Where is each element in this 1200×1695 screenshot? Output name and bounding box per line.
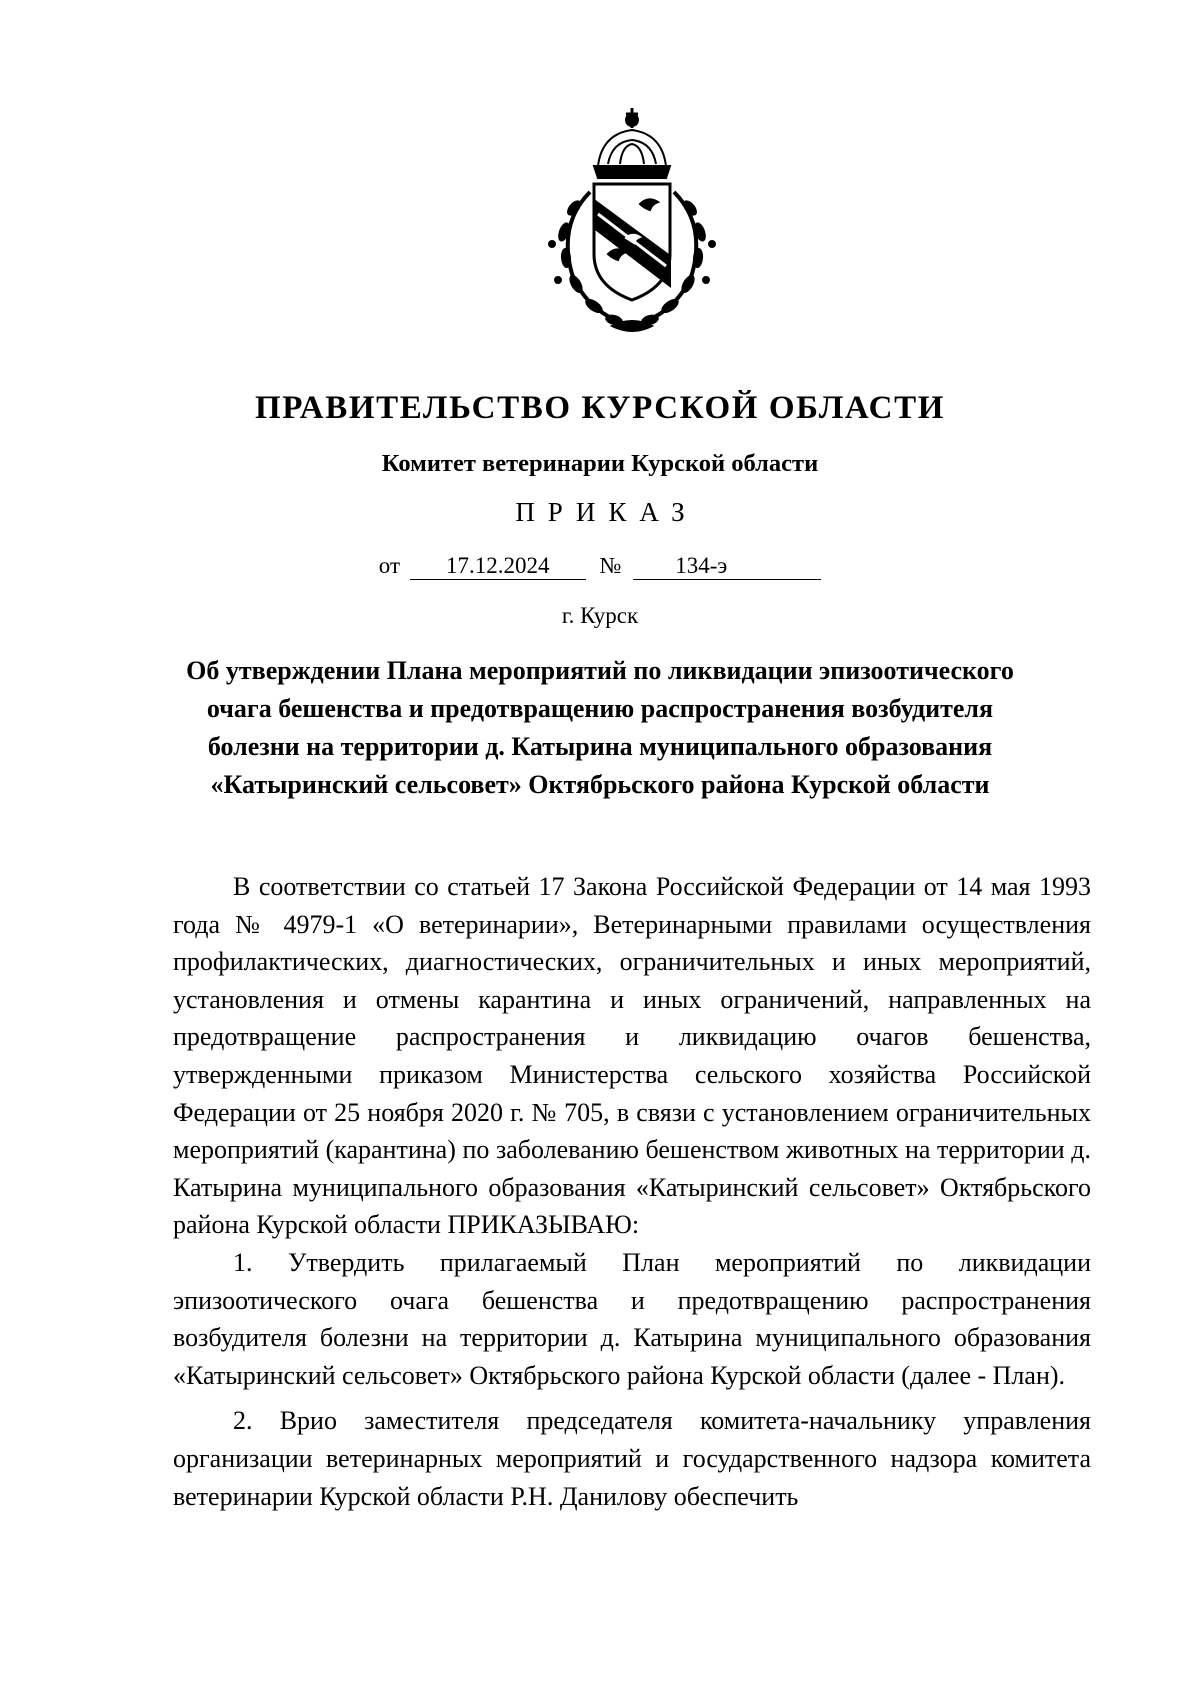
committee-name: Комитет ветеринарии Курской области xyxy=(381,450,819,477)
preamble-paragraph: В соответствии со статьей 17 Закона Российской Федерации от 14 мая 1993 года № 4979-1 «О ветеринарии», Ветеринарными правилами осуществления профилактических, диагностических, ограничительных и иных мероприятий, установления и отмены карантина и иных ограничений, направленных на предотвращение распространения и ликвидацию очагов бешенства, утвержденными приказом Министерства сельского хозяйства Российской Федерации от 25 ноября 2020 г. № 705, в связи с установлением ограничительных мероприятий (карантина) по заболеванию бешенством животных на территории д. Катырина муниципального образования «Катыринский сельсовет» Октябрьского района Курской области ПРИКАЗЫВАЮ: xyxy=(173,872,1091,1240)
city: г. Курск xyxy=(561,603,639,628)
order-item-1: 1. Утвердить прилагаемый План мероприятий по ликвидации эпизоотического очага бешенства и предотвращению распространения возбудителя болезни на территории д. Катырина муниципального образования «Катыринский сельсовет» Октябрьского района Курской области (далее - План). xyxy=(173,1247,1091,1390)
kursk-coat-of-arms-icon xyxy=(528,104,736,336)
organization-title: ПРАВИТЕЛЬСТВО КУРСКОЙ ОБЛАСТИ xyxy=(255,390,945,426)
document-number-field xyxy=(633,553,821,580)
order-item-2: 2. Врио заместителя председателя комитета-начальнику управления организации ветеринарных мероприятий и государственного надзора комитета ветеринарии Курской области Р.Н. Данилову обеспечить xyxy=(173,1406,1091,1511)
document-type: ПРИКАЗ xyxy=(515,497,698,527)
document-subject: Об утверждении Плана мероприятий по ликвидации эпизоотического очага бешенства и предотвращению распространения возбудителя болезни на территории д. Катырина муниципального образования «Катыринский сельсовет» Октябрьского района Курской области xyxy=(186,656,1014,799)
document-date: 17.12.2024 xyxy=(410,553,586,580)
date-prefix: от xyxy=(378,553,401,578)
document-body xyxy=(173,868,1091,1515)
number-sign: № xyxy=(599,553,622,578)
date-number-line xyxy=(0,550,1200,582)
document-number: 134-э xyxy=(675,553,728,578)
